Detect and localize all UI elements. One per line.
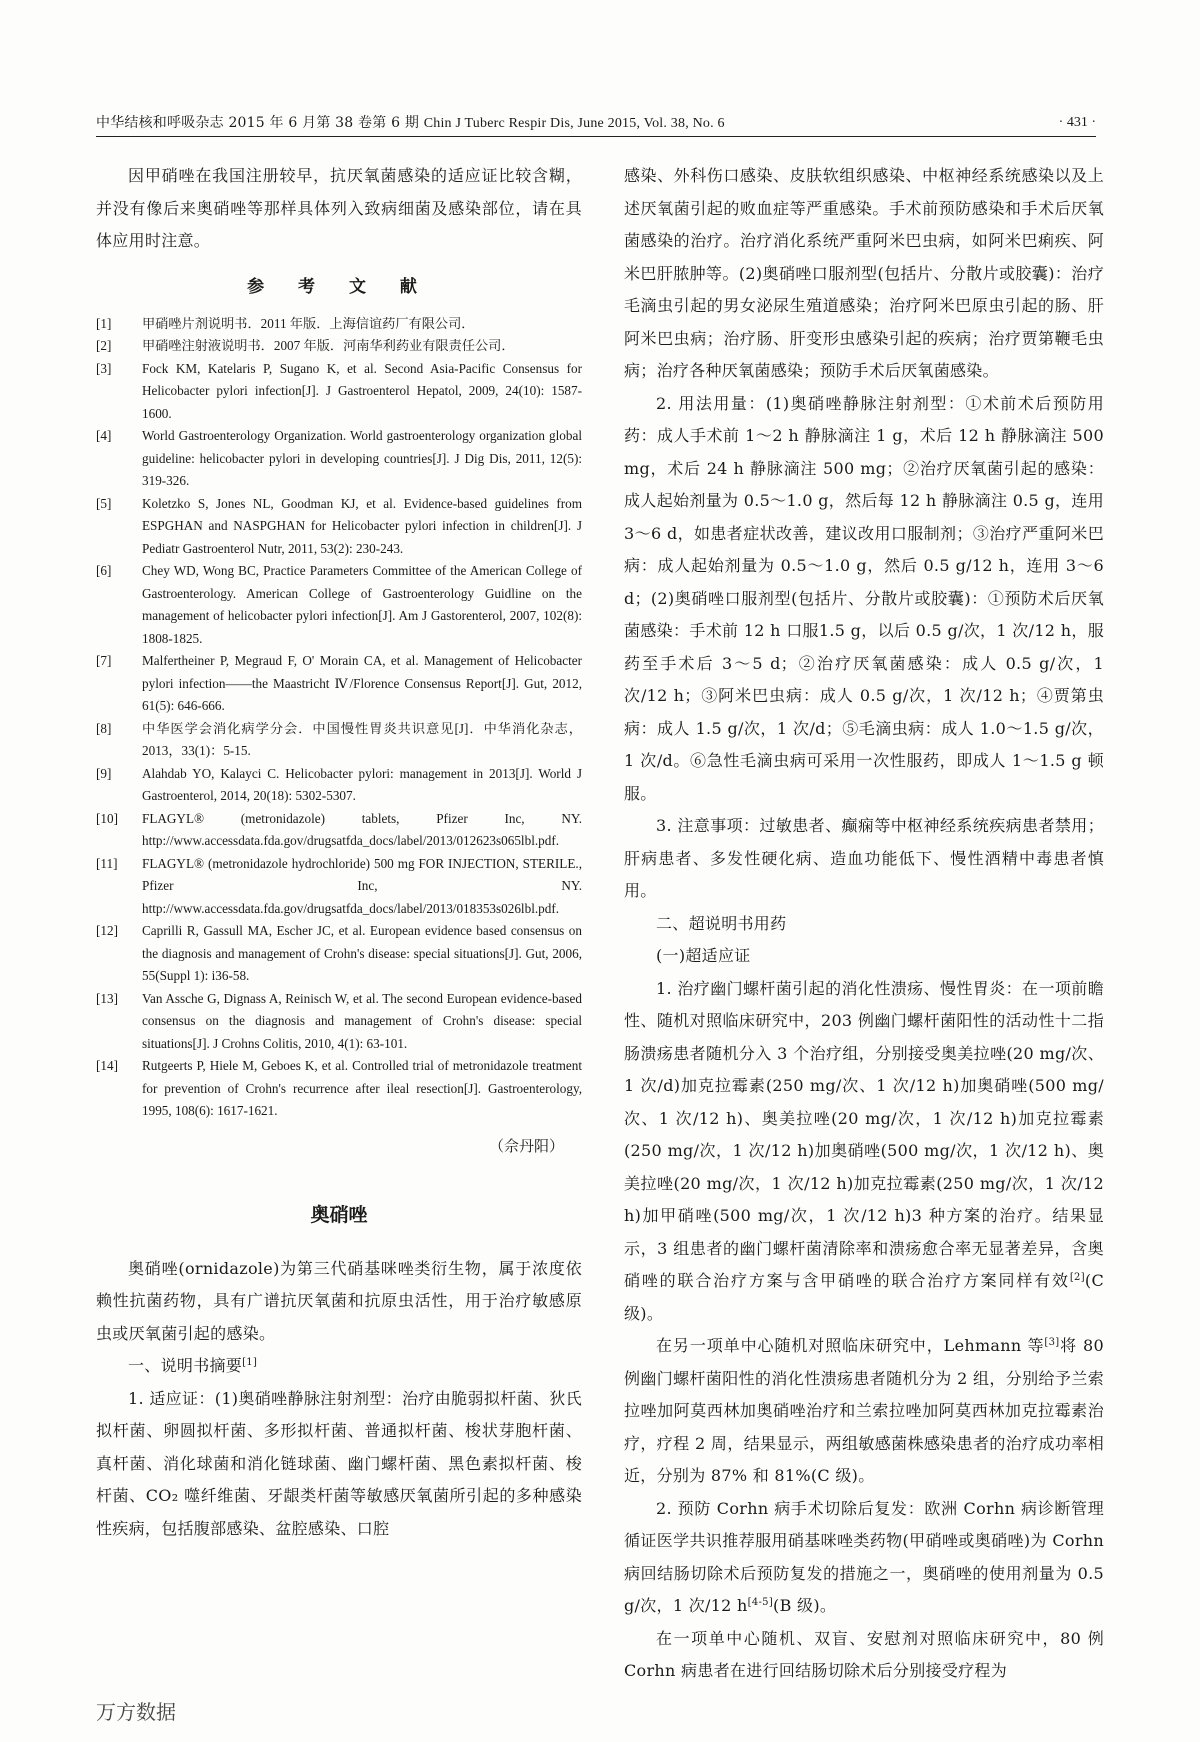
reference-number: [12]: [96, 923, 118, 938]
reference-number: [9]: [96, 765, 112, 781]
article-title: 奥硝唑: [310, 1203, 368, 1226]
dosage-paragraph: 2. 用法用量：(1)奥硝唑静脉注射剂型：①术前术后预防用药：成人手术前 1～2 h 静脉滴注 1 g，术后 12 h 静脉滴注 500 mg，术后 24 h 静脉滴注 500 mg；②治疗厌氧菌引起的感染：成人起始剂量为 0.5～1.0 g，然后每 12 h 静脉滴注 0.5 g，连用 3～6 d，如患者症状改善，建议改用口服制剂；③治疗严重阿米巴病：成人起始剂量为 0.5～1.0 g，然后 0.5 g/12 h，连用 3～6 d；(2)奥硝唑口服剂型(包括片、分散片或胶囊)：①预防术后厌氧菌感染：手术前 12 h 口服1.5 g，以后 0.5 g/次，1 次/12 h，服药至手术后 3～5 d；②治疗厌氧菌感染：成人 0.5 g/次，1 次/12 h；③阿米巴虫病：成人 0.5 g/次，1 次/12 h；④贾第虫病：成人 1.5 g/次，1 次/d；⑤毛滴虫病：成人 1.0～1.5 g/次，1 次/d。⑥急性毛滴虫病可采用一次性服药，即成人 1～1.5 g 顿服。: [624, 393, 1104, 803]
reference-text: Van Assche G, Dignass A, Reinisch W, et al. The second European evidence-based consensus on the diagnosis and management of Crohn's disease: special situations[J]. J Crohns Colitis, 2010, 4(1): 63-101.: [142, 990, 582, 1051]
evidence-grade: (B 级)。: [773, 1596, 837, 1615]
rct-paragraph: 在一项单中心随机、双盲、安慰剂对照临床研究中，80 例 Corhn 病患者在进行回结肠切除术后分别接受疗程为: [624, 1628, 1104, 1680]
evidence-grade: (C 级)。: [624, 1271, 1104, 1323]
reference-item: [96, 425, 582, 493]
indications-continued: 感染、外科伤口感染、皮肤软组织感染、中枢神经系统感染以及上述厌氧菌引起的败血症等严重感染。手术前预防感染和手术后厌氧菌感染的治疗。治疗消化系统严重阿米巴虫病，如阿米巴痢疾、阿米巴肝脓肿等。(2)奥硝唑口服剂型(包括片、分散片或胶囊)：治疗毛滴虫引起的男女泌尿生殖道感染；治疗阿米巴原虫引起的肠、肝阿米巴虫病；治疗肠、肝变形虫感染引起的疾病；治疗贾第鞭毛虫病；治疗各种厌氧菌感染；预防手术后厌氧菌感染。: [624, 166, 1104, 380]
reference-item: [96, 650, 582, 718]
reference-text: World Gastroenterology Organization. World gastroenterology organization global guideline: helicobacter pylori in developing countries[J]. J Dig Dis, 2011, 12(5): 319-326.: [142, 428, 582, 488]
reference-item: [96, 763, 582, 808]
closing-paragraph: 因甲硝唑在我国注册较早，抗厌氧菌感染的适应证比较含糊，并没有像后来奥硝唑等那样具体列入致病细菌及感染部位，请在具体应用时注意。: [96, 166, 582, 250]
wanfang-data-watermark: 万方数据: [96, 1700, 176, 1724]
reference-item: [96, 560, 582, 650]
reference-number: [4]: [96, 428, 112, 443]
reference-number: [3]: [96, 360, 112, 376]
reference-number: [7]: [96, 653, 112, 668]
author-signature: （佘丹阳）: [488, 1136, 564, 1155]
reference-item: [96, 718, 582, 763]
article-intro: 奥硝唑(ornidazole)为第三代硝基咪唑类衍生物，属于浓度依赖性抗菌药物，具有广谱抗厌氧菌和抗原虫活性，用于治疗敏感原虫或厌氧菌引起的感染。: [96, 1258, 582, 1343]
reference-number: [10]: [96, 810, 118, 826]
helicobacter-paragraph: [624, 973, 1104, 1331]
reference-list: [96, 313, 582, 1123]
journal-name-en: Chin J Tuberc Respir Dis, June 2015, Vol. 38, No. 6: [423, 116, 725, 131]
indications-paragraph: 1. 适应证：(1)奥硝唑静脉注射剂型：治疗由脆弱拟杆菌、狄氏拟杆菌、卵圆拟杆菌、多形拟杆菌、普通拟杆菌、梭状芽胞杆菌、真杆菌、消化球菌和消化链球菌、幽门螺杆菌、黑色素拟杆菌、梭杆菌、CO₂ 噬纤维菌、牙龈类杆菌等敏感厌氧菌所引起的多种感染性疾病，包括腹部感染、盆腔感染、口腔: [96, 1388, 582, 1538]
reference-number: [8]: [96, 720, 112, 736]
reference-text: Alahdab YO, Kalayci C. Helicobacter pylori: management in 2013[J]. World J Gastroenterol, 2014, 20(18): 5302-5307.: [142, 765, 582, 803]
reference-item: [96, 493, 582, 561]
reference-text: 甲硝唑注射液说明书．2007 年版．河南华利药业有限责任公司．: [142, 338, 515, 353]
reference-text: 中华医学会消化病学分会．中国慢性胃炎共识意见[J]．中华消化杂志，2013，33(1)：5-15.: [142, 720, 582, 758]
lehmann-study-paragraph: [624, 1330, 1104, 1493]
citation-marker: [4-5]: [747, 1597, 774, 1608]
reference-text: Chey WD, Wong BC, Practice Parameters Committee of the American College of Gastroenterology. American College of Gastroenterology Guidline on the management of helicobacter pylori infection[J]. Am J Gastorenterol, 2007, 102(8): 1808-1825.: [142, 563, 582, 646]
reference-item: [96, 358, 582, 426]
reference-item: [96, 313, 582, 336]
paragraph-text: 1. 治疗幽门螺杆菌引起的消化性溃疡、慢性胃炎：在一项前瞻性、随机对照临床研究中，203 例幽门螺杆菌阳性的活动性十二指肠溃疡患者随机分入 3 个治疗组，分别接受奥美拉唑(20 mg/次、1 次/d)加克拉霉素(250 mg/次、1 次/12 h)加奥硝唑(500 mg/次、1 次/12 h)、奥美拉唑(20 mg/次，1 次/12 h)加克拉霉素(250 mg/次，1 次/12 h)加奥硝唑(500 mg/次，1 次/12 h)、奥美拉唑(20 mg/次，1 次/12 h)加克拉霉素(250 mg/次，1 次/12 h)加甲硝唑(500 mg/次，1 次/12 h)3 种方案的治疗。结果显示，3 组患者的幽门螺杆菌清除率和溃疡愈合率无显著差异，含奥硝唑的联合治疗方案与含甲硝唑的联合治疗方案同样有效: [624, 978, 1104, 1290]
reference-item: [96, 920, 582, 988]
right-column: [624, 160, 1104, 1688]
reference-number: [14]: [96, 1058, 118, 1073]
running-header: [96, 112, 1096, 137]
paragraph-text: 将 80 例幽门螺杆菌阳性的消化性溃疡患者随机分为 2 组，分别给予兰索拉唑加阿莫西林加奥硝唑治疗和兰索拉唑加阿莫西林加克拉霉素治疗，疗程 2 周，结果显示，两组敏感菌株感染患者的治疗成功率相近，分别为 87% 和 81%(C 级)。: [624, 1336, 1104, 1485]
off-label-heading: 二、超说明书用药: [656, 913, 787, 933]
paragraph-text: 2. 预防 Corhn 病手术切除后复发：欧洲 Corhn 病诊断管理循证医学共识推荐服用硝基咪唑类药物(甲硝唑或奥硝唑)为 Corhn 病回结肠切除术后预防复发的措施之一，奥硝唑的使用剂量为 0.5 g/次，1 次/12 h: [624, 1498, 1104, 1615]
reference-text: FLAGYL® (metronidazole hydrochloride) 500 mg FOR INJECTION, STERILE., Pfizer Inc, NY. http://www.accessdata.fda.gov/drugsatfda_docs/label/2013/018353s026lbl.pdf.: [142, 855, 582, 916]
journal-citation: [96, 112, 725, 135]
reference-text: Caprilli R, Gassull MA, Escher JC, et al. European evidence based consensus on the diagnosis and management of Crohn's disease: special situations[J]. Gut, 2006, 55(Suppl 1): i36-58.: [142, 923, 582, 983]
reference-item: [96, 988, 582, 1056]
citation-marker: [1]: [242, 1357, 258, 1368]
reference-item: [96, 1055, 582, 1123]
reference-item: [96, 853, 582, 921]
reference-item: [96, 335, 582, 358]
reference-number: [13]: [96, 990, 118, 1006]
reference-text: Fock KM, Katelaris P, Sugano K, et al. Second Asia-Pacific Consensus for Helicobacter pylori infection[J]. J Gastroenterol Hepatol, 2009, 24(10): 1587-1600.: [142, 360, 582, 421]
precautions-paragraph: 3. 注意事项：过敏患者、癫痫等中枢神经系统疾病患者禁用；肝病患者、多发性硬化病、造血功能低下、慢性酒精中毒患者慎用。: [624, 816, 1104, 900]
reference-text: Koletzko S, Jones NL, Goodman KJ, et al. Evidence-based guidelines from ESPGHAN and NASPGHAN for Helicobacter pylori infection in children[J]. J Pediatr Gastroenterol Nutr, 2011, 53(2): 230-243.: [142, 495, 582, 556]
reference-number: [11]: [96, 855, 118, 871]
reference-text: FLAGYL® (metronidazole) tablets, Pfizer Inc, NY. http://www.accessdata.fda.gov/drugsatfda_docs/label/2013/012623s065lbl.pdf.: [142, 810, 582, 848]
paragraph-text: 在另一项单中心随机对照临床研究中，Lehmann 等: [656, 1336, 1045, 1355]
reference-text: Malfertheiner P, Megraud F, O' Morain CA, et al. Management of Helicobacter pylori infection——the Maastricht Ⅳ/Florence Consensus Report[J]. Gut, 2012, 61(5): 646-666.: [142, 653, 582, 713]
citation-marker: [3]: [1044, 1337, 1060, 1348]
section-title: 一、说明书摘要: [128, 1356, 243, 1375]
page-number: · 431 ·: [1058, 115, 1096, 130]
off-indication-heading: (一)超适应证: [656, 946, 751, 965]
left-column: [96, 160, 582, 1545]
reference-number: [5]: [96, 495, 112, 511]
reference-number: [6]: [96, 563, 112, 578]
reference-number: [2]: [96, 338, 112, 353]
reference-text: 甲硝唑片剂说明书．2011 年版．上海信谊药厂有限公司．: [142, 315, 475, 331]
references-heading: 参 考 文 献: [247, 276, 431, 297]
reference-text: Rutgeerts P, Hiele M, Geboes K, et al. Controlled trial of metronidazole treatment for prevention of Crohn's recurrence after ileal resection[J]. Gastroenterology, 1995, 108(6): 1617-1621.: [142, 1058, 582, 1118]
citation-marker: [2]: [1069, 1272, 1085, 1283]
reference-item: [96, 808, 582, 853]
crohn-prevention-paragraph: [624, 1493, 1104, 1623]
journal-name-cn: 中华结核和呼吸杂志 2015 年 6 月第 38 卷第 6 期: [96, 115, 420, 131]
reference-number: [1]: [96, 315, 112, 331]
section-heading-label-summary: [96, 1350, 582, 1383]
